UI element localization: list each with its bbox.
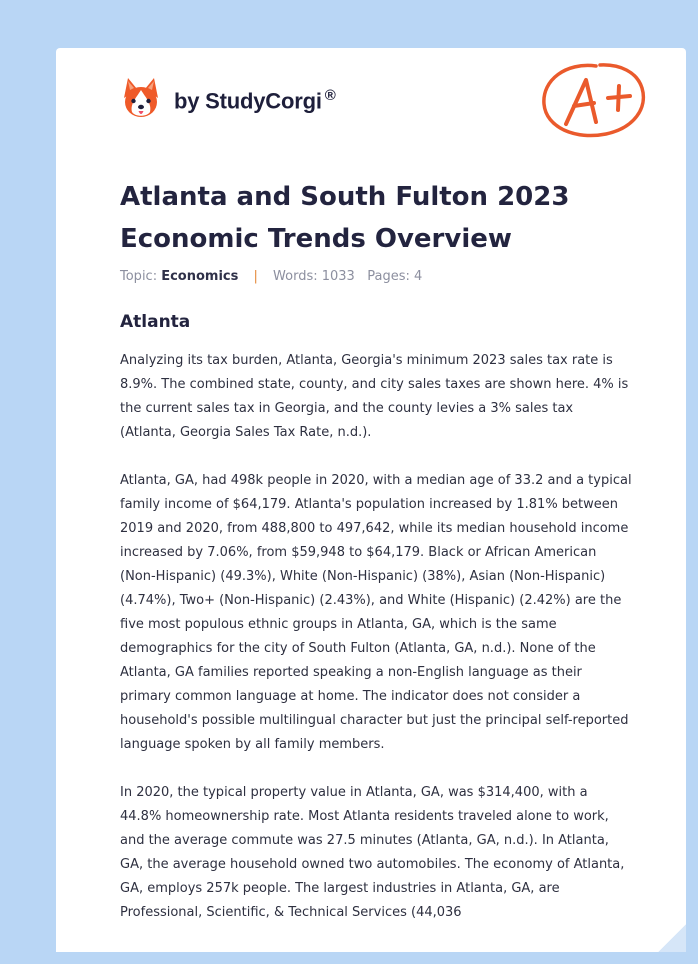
a-plus-grade-icon bbox=[536, 58, 652, 142]
paragraph: Atlanta, GA, had 498k people in 2020, with a median age of 33.2 and a typical family income of $64,179. Atlanta's population increased by 1.81% between 2019 and 2020, from 488,800 to 497,642, while its median household income increased by 7.06%, from $59,948 to $64,179. Black or African American (Non-Hispanic) (49.3%), White (Non-Hispanic) (38%), Asian (Non-Hispanic) (4.74%), Two+ (Non-Hispanic) (2.43%), and White (Hispanic) (2.42%) are the five most populous ethnic groups in Atlanta, GA, which is the same demographics for the city of South Fulton (Atlanta, GA, n.d.). None of the Atlanta, GA families reported speaking a non-English language as their primary common language at home. The indicator does not consider a household's possible multilingual character but just the principal self-reported language spoken by all family members. bbox=[120, 473, 632, 752]
page-count: Pages: 4 bbox=[367, 269, 423, 284]
brand-name: by StudyCorgi ® bbox=[174, 87, 336, 114]
topic-link[interactable]: Economics bbox=[161, 269, 239, 284]
section-heading: Atlanta bbox=[120, 312, 191, 332]
corgi-icon bbox=[120, 76, 162, 122]
document-title: Atlanta and South Fulton 2023 Economic Trends Overview bbox=[120, 182, 570, 254]
document-meta bbox=[120, 269, 422, 284]
word-count: Words: 1033 bbox=[273, 269, 355, 284]
meta-separator: | bbox=[253, 269, 258, 284]
paragraph: Analyzing its tax burden, Atlanta, Georgia's minimum 2023 sales tax rate is 8.9%. The combined state, county, and city sales taxes are shown here. 4% is the current sales tax in Georgia, and the county levies a 3% sales tax (Atlanta, Georgia Sales Tax Rate, n.d.). bbox=[120, 353, 629, 440]
topic-label: Topic: bbox=[120, 269, 158, 284]
paragraph: In 2020, the typical property value in Atlanta, GA, was $314,400, with a 44.8% homeownership rate. Most Atlanta residents traveled alone to work, and the average commute was 27.5 minutes (Atlanta, GA, n.d.). In Atlanta, GA, the average household owned two automobiles. The economy of Atlanta, GA, employs 257k people. The largest industries in Atlanta, GA, are Professional, Scientific, & Technical Services (44,036 bbox=[120, 785, 625, 920]
document-body bbox=[120, 349, 632, 949]
page-corner-fold bbox=[658, 924, 686, 952]
studycorgi-logo[interactable] bbox=[120, 74, 336, 124]
document-page bbox=[56, 48, 686, 952]
